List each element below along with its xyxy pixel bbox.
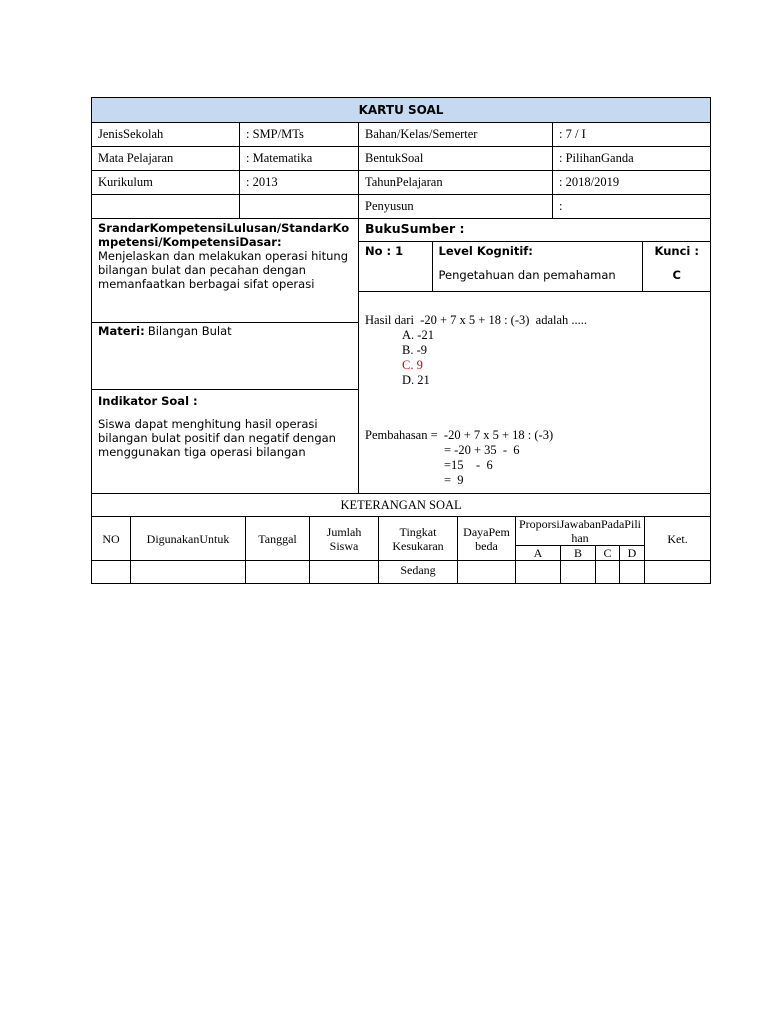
info-value: : — [553, 195, 711, 219]
header-no: NO — [92, 517, 131, 561]
info-value: : 2013 — [240, 171, 359, 195]
pembahasan-line: =15 - 6 — [444, 458, 493, 472]
info-label: Penyusun — [359, 195, 553, 219]
info-value: : 7 / I — [553, 123, 711, 147]
indikator-heading: Indikator Soal : — [98, 394, 198, 408]
info-row — [92, 123, 711, 147]
cell-daya — [458, 561, 516, 584]
option-header-d: D — [620, 546, 645, 561]
info-label: Kurikulum — [92, 171, 240, 195]
competency-text: Menjelaskan dan melakukan operasi hitung bilangan bulat dan pecahan dengan memanfaatkan berbagai sifat operasi — [98, 249, 348, 291]
pembahasan-line: = -20 + 35 - 6 — [444, 443, 520, 457]
header-jumlah-siswa: Jumlah Siswa — [310, 517, 379, 561]
info-label: JenisSekolah — [92, 123, 240, 147]
question-number: No : 1 — [365, 244, 404, 258]
info-row — [92, 147, 711, 171]
option-b: B. -9 — [402, 343, 427, 357]
keterangan-table — [91, 494, 711, 584]
competency-heading: SrandarKompetensiLulusan/StandarKompetensi/KompetensiDasar: — [98, 221, 350, 249]
cell-jumlah — [310, 561, 379, 584]
no-cell — [359, 242, 432, 292]
info-label: Mata Pelajaran — [92, 147, 240, 171]
cell-c — [596, 561, 620, 584]
materi-section — [92, 323, 358, 390]
indikator-section — [92, 390, 358, 492]
info-row — [92, 195, 711, 219]
card-info-table — [91, 97, 711, 219]
info-label — [92, 195, 240, 219]
info-row — [92, 171, 711, 195]
indikator-text: Siswa dapat menghitung hasil operasi bilangan bulat positif dan negatif dengan menggunakan tiga operasi bilangan — [98, 417, 336, 459]
option-header-a: A — [516, 546, 561, 561]
info-value: : PilihanGanda — [553, 147, 711, 171]
question-section — [359, 292, 710, 493]
header-daya-pembeda: DayaPembeda — [458, 517, 516, 561]
info-label: TahunPelajaran — [359, 171, 553, 195]
cell-b — [561, 561, 596, 584]
question-text: Hasil dari -20 + 7 x 5 + 18 : (-3) adalah ..... — [365, 313, 588, 327]
kunci-cell — [642, 242, 711, 292]
level-label: Level Kognitif: — [438, 244, 533, 258]
option-d: D. 21 — [402, 373, 430, 387]
card-body-table — [91, 219, 711, 494]
cell-a — [516, 561, 561, 584]
info-label: Bahan/Kelas/Semerter — [359, 123, 553, 147]
option-header-c: C — [596, 546, 620, 561]
level-value: Pengetahuan dan pemahaman — [438, 268, 616, 282]
cell-digunakan — [131, 561, 246, 584]
pembahasan — [365, 428, 704, 488]
competency-section — [92, 219, 358, 323]
card-title: KARTU SOAL — [92, 98, 711, 123]
header-tingkat-kesukaran: Tingkat Kesukaran — [379, 517, 458, 561]
cell-no — [92, 561, 131, 584]
cell-tanggal — [246, 561, 310, 584]
kunci-label: Kunci : — [654, 244, 699, 258]
materi-label: Materi: — [98, 324, 145, 338]
header-proporsi: ProporsiJawabanPadaPilihan — [516, 517, 645, 546]
keterangan-title: KETERANGAN SOAL — [92, 494, 711, 517]
option-header-b: B — [561, 546, 596, 561]
level-table — [359, 241, 711, 292]
header-ket: Ket. — [645, 517, 711, 561]
option-a: A. -21 — [402, 328, 434, 342]
cell-ket — [645, 561, 711, 584]
info-value — [240, 195, 359, 219]
kunci-value: C — [672, 268, 681, 282]
pembahasan-line: Pembahasan = -20 + 7 x 5 + 18 : (-3) — [365, 428, 554, 442]
info-label: BentukSoal — [359, 147, 553, 171]
pembahasan-line: = 9 — [444, 473, 464, 487]
option-c-correct: C. 9 — [402, 358, 423, 372]
materi-value: Bilangan Bulat — [147, 324, 232, 338]
info-value: : 2018/2019 — [553, 171, 711, 195]
left-column — [92, 219, 359, 494]
header-digunakan: DigunakanUntuk — [131, 517, 246, 561]
info-value: : SMP/MTs — [240, 123, 359, 147]
right-column — [359, 219, 711, 494]
cell-d — [620, 561, 645, 584]
table-row — [92, 561, 711, 584]
header-tanggal: Tanggal — [246, 517, 310, 561]
question-card — [91, 97, 710, 584]
level-cell — [432, 242, 642, 292]
cell-tingkat: Sedang — [379, 561, 458, 584]
info-value: : Matematika — [240, 147, 359, 171]
buku-sumber: BukuSumber : — [365, 221, 465, 236]
